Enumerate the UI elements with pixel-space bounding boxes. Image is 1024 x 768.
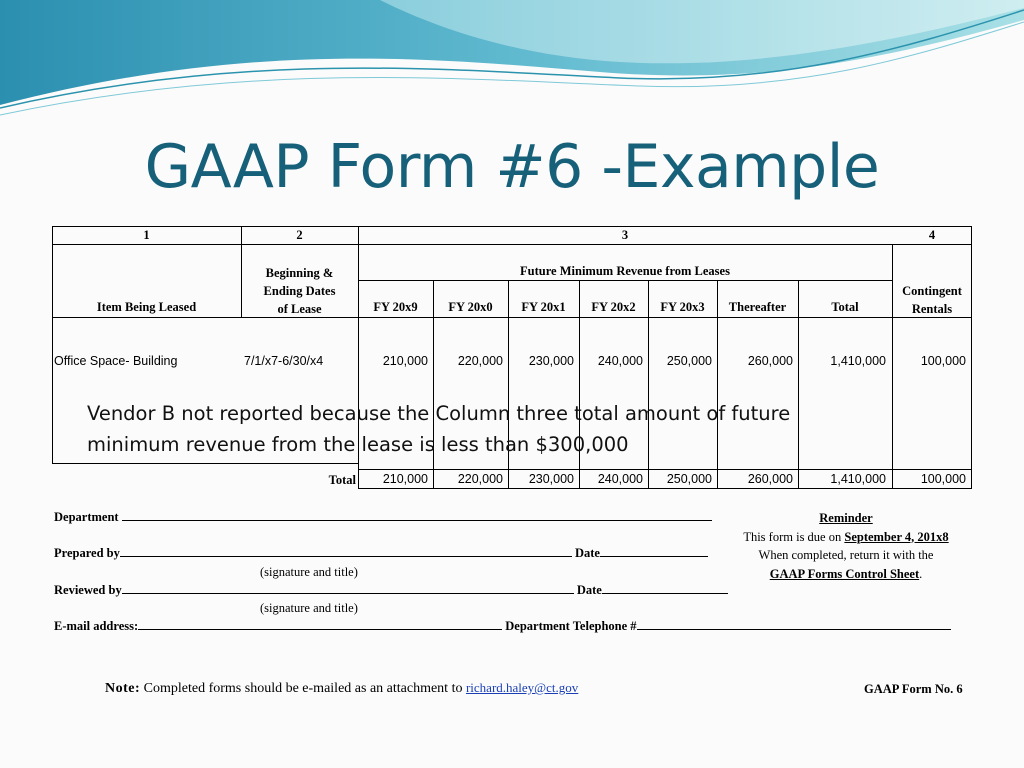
reminder-due-prefix: This form is due on — [743, 529, 845, 544]
row-lease-dates: 7/1/x7-6/30/x4 — [244, 354, 324, 368]
header-future-revenue: Future Minimum Revenue from Leases — [520, 264, 730, 278]
row-item-leased: Office Space- Building — [54, 354, 178, 368]
note-text: Completed forms should be e-mailed as an attachment to — [143, 681, 463, 696]
email-phone-line — [54, 619, 951, 634]
header-dates-line1: Beginning & — [265, 266, 334, 280]
reviewed-by-line — [54, 583, 728, 598]
header-item-leased: Item Being Leased — [96, 300, 197, 314]
header-dates-line3: of Lease — [277, 302, 322, 316]
department-field[interactable] — [122, 510, 712, 521]
total-fy20x3: 250,000 — [666, 472, 712, 486]
header-fy20x2: FY 20x2 — [591, 300, 636, 314]
header-fy20x0: FY 20x0 — [448, 300, 493, 314]
row-fy20x9: 210,000 — [382, 354, 428, 368]
email-field[interactable] — [138, 619, 502, 630]
slide-title: GAAP Form #6 -Example — [144, 132, 880, 202]
prepared-by-line — [54, 546, 708, 561]
total-thereafter: 260,000 — [747, 472, 793, 486]
reminder-sheet-name: GAAP Forms Control Sheet — [769, 566, 920, 581]
row-fy20x0: 220,000 — [457, 354, 503, 368]
email-label: E-mail address: — [54, 619, 139, 633]
prepared-by-label: Prepared by — [54, 546, 120, 560]
department-label: Department — [54, 510, 119, 524]
department-line — [54, 510, 712, 525]
col-number-3: 3 — [621, 228, 629, 242]
header-fy20x3: FY 20x3 — [660, 300, 705, 314]
reminder-return-line: When completed, return it with the — [758, 548, 934, 562]
reminder-due-line — [724, 528, 968, 547]
header-fy20x1: FY 20x1 — [521, 300, 566, 314]
dept-phone-label: Department Telephone # — [505, 619, 637, 633]
reminder-box — [724, 509, 968, 583]
email-link[interactable]: richard.haley@ct.gov — [465, 680, 579, 695]
header-contingent-rentals — [892, 282, 972, 318]
footer-note — [105, 680, 578, 697]
total-label: Total — [328, 473, 356, 487]
header-lease-dates — [241, 264, 358, 318]
form-number: GAAP Form No. 6 — [864, 682, 963, 696]
reminder-title: Reminder — [819, 511, 873, 525]
total-fy20x1: 230,000 — [528, 472, 574, 486]
header-contingent-line2: Rentals — [911, 302, 953, 316]
total-fy20x2: 240,000 — [597, 472, 643, 486]
col-number-4: 4 — [928, 228, 936, 242]
col-number-1: 1 — [143, 228, 150, 242]
row-thereafter: 260,000 — [747, 354, 793, 368]
reminder-due-date: September 4, 201x8 — [844, 529, 949, 544]
reviewed-date-label: Date — [576, 583, 602, 597]
total-fy20x0: 220,000 — [457, 472, 503, 486]
prepared-date-label: Date — [574, 546, 600, 560]
row-contingent: 100,000 — [920, 354, 966, 368]
prepared-signature-hint: (signature and title) — [260, 565, 358, 579]
vendor-b-note: Vendor B not reported because the Column three total amount of future minimum revenue from the lease is less than $300,000 — [87, 402, 791, 456]
total-contingent: 100,000 — [920, 472, 966, 486]
reviewed-by-label: Reviewed by — [54, 583, 122, 597]
header-total: Total — [831, 300, 859, 314]
header-dates-line2: Ending Dates — [263, 284, 336, 298]
reminder-period: . — [919, 566, 923, 581]
prepared-date-field[interactable] — [600, 546, 708, 557]
total-total: 1,410,000 — [830, 472, 886, 486]
row-total: 1,410,000 — [830, 354, 886, 368]
row-fy20x2: 240,000 — [597, 354, 643, 368]
dept-phone-field[interactable] — [637, 619, 951, 630]
total-fy20x9: 210,000 — [382, 472, 428, 486]
note-label: Note: — [105, 681, 141, 696]
header-fy20x9: FY 20x9 — [373, 300, 418, 314]
prepared-by-field[interactable] — [120, 546, 572, 557]
header-contingent-line1: Contingent — [902, 284, 962, 298]
reviewed-date-field[interactable] — [602, 583, 728, 594]
reviewed-by-field[interactable] — [122, 583, 574, 594]
reminder-sheet-line — [724, 565, 968, 584]
row-fy20x1: 230,000 — [528, 354, 574, 368]
col-number-2: 2 — [296, 228, 303, 242]
header-wave-decoration — [0, 0, 1024, 125]
row-fy20x3: 250,000 — [666, 354, 712, 368]
reviewed-signature-hint: (signature and title) — [260, 601, 358, 615]
header-thereafter: Thereafter — [728, 300, 787, 314]
